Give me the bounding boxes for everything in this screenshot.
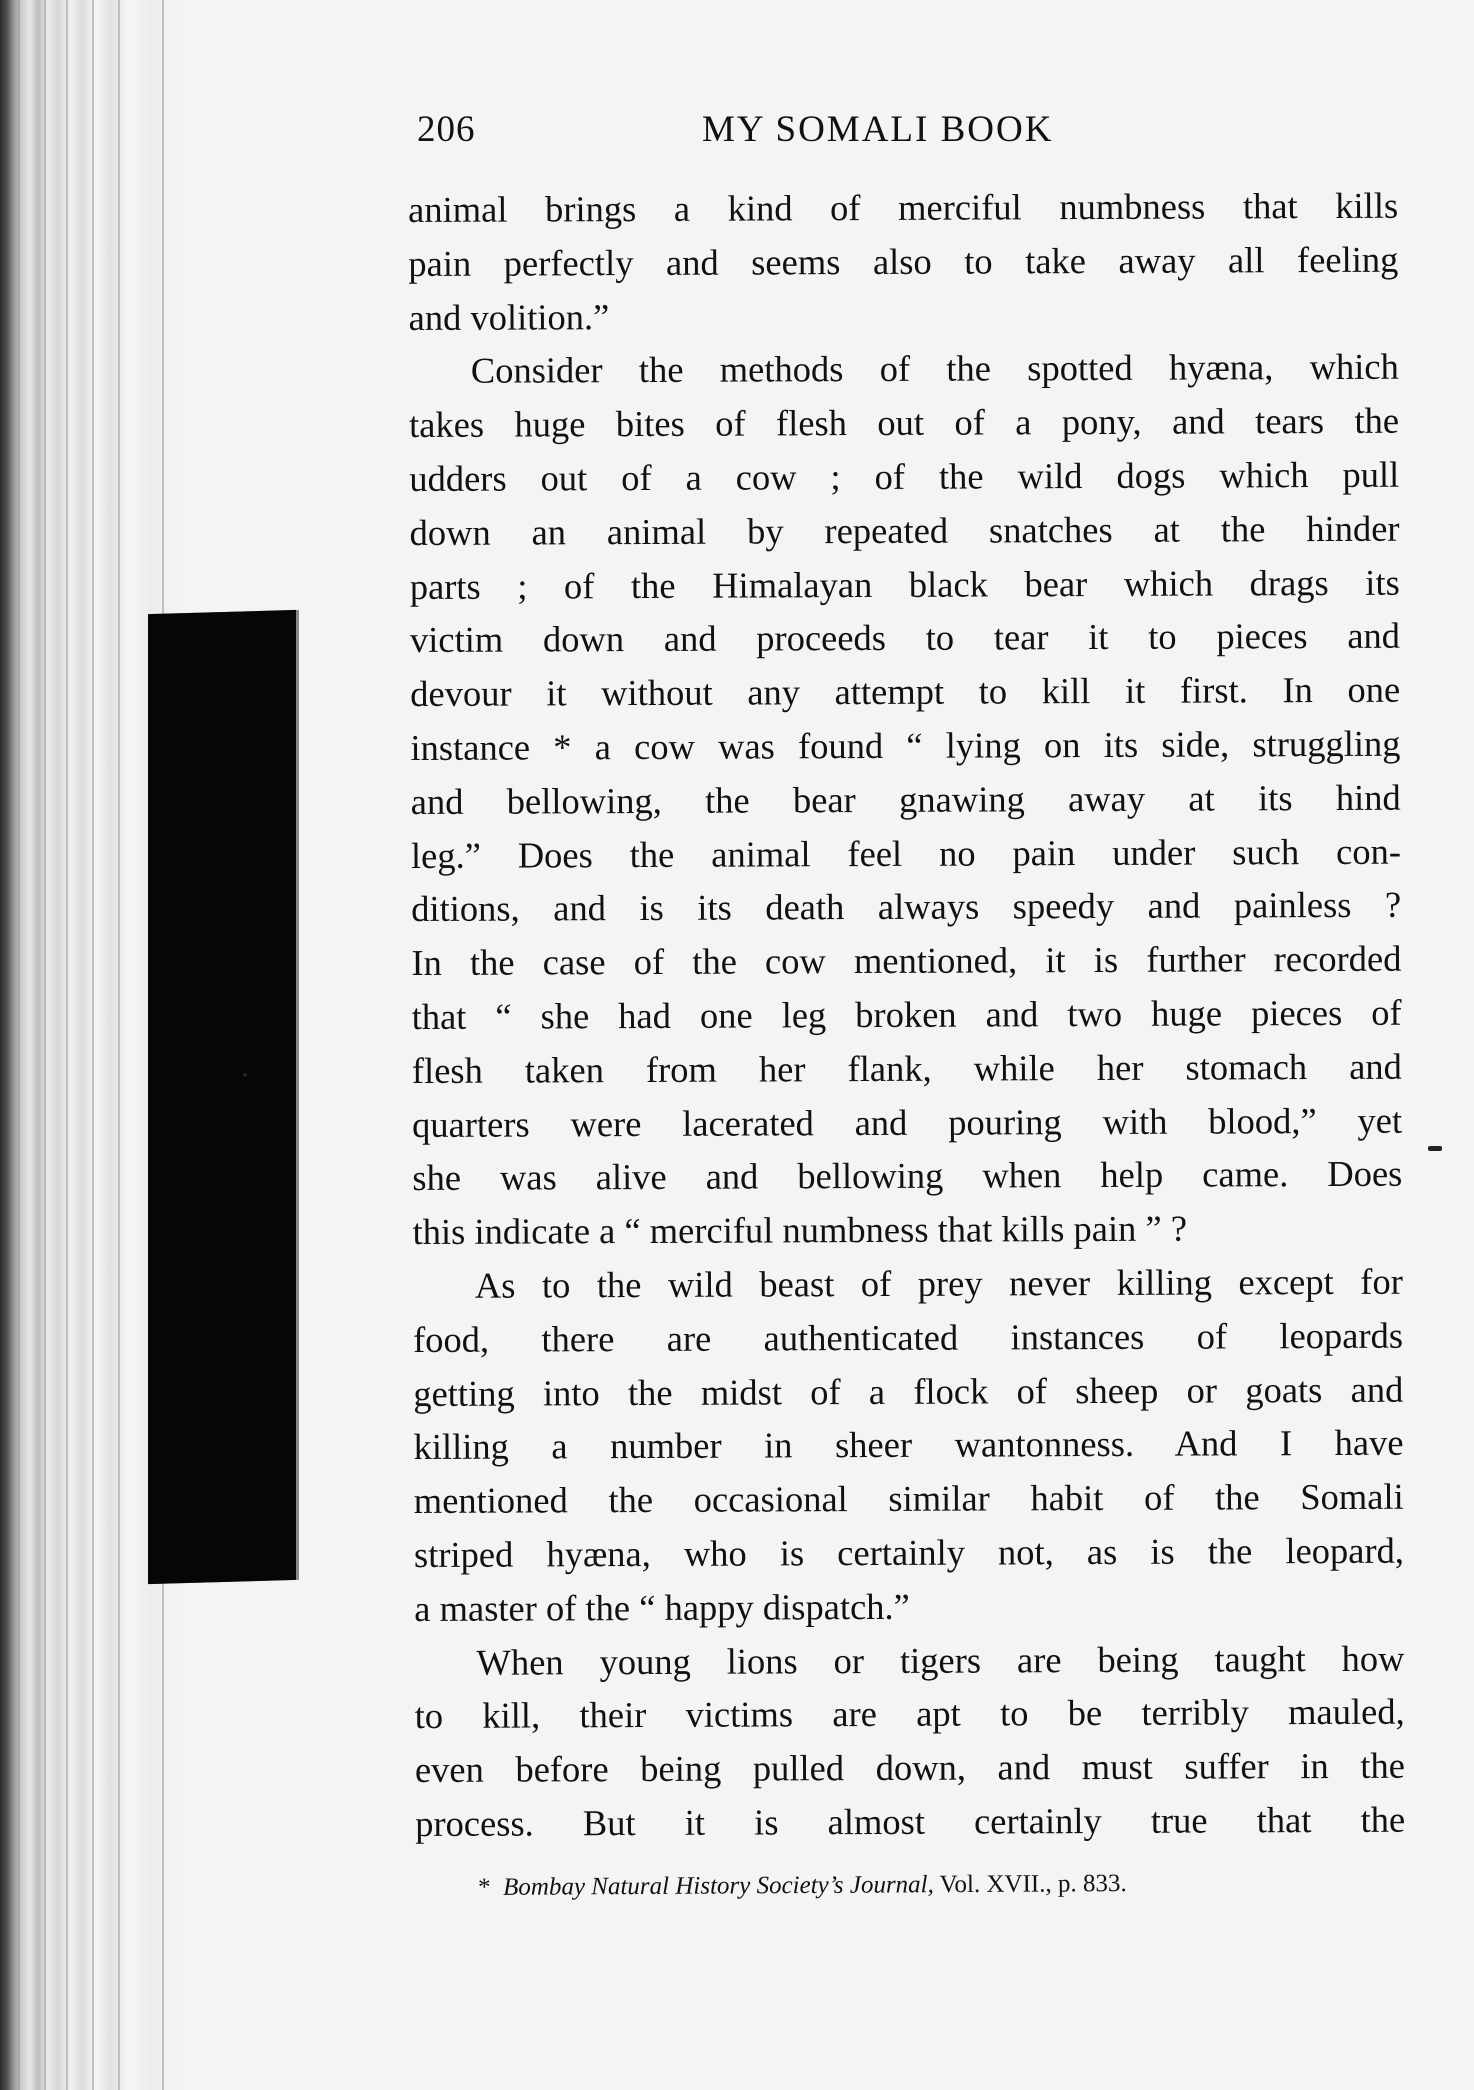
ink-speck: [243, 1073, 247, 1077]
text-line: animal brings a kind of merciful numbness that kills: [408, 184, 1399, 230]
text-line: As to the wild beast of prey never killing except for: [474, 1260, 1403, 1306]
text-line: a master of the “ happy dispatch.”: [414, 1585, 910, 1629]
text-line: ditions, and is its death always speedy and painless ?: [411, 884, 1402, 930]
text-line: leg.” Does the animal feel no pain under such con-: [410, 830, 1402, 876]
text-line: mentioned the occasional similar habit of the Somali: [413, 1475, 1404, 1522]
text-line: In the case of the cow mentioned, it is further recorded: [411, 937, 1402, 984]
ink-speck: [1428, 1146, 1442, 1151]
text-line: killing a number in sheer wantonness. And I have: [413, 1421, 1404, 1468]
text-line: food, there are authenticated instances of leopards: [412, 1314, 1404, 1360]
running-header: [412, 108, 1397, 158]
bookmark-strip: [148, 610, 296, 1584]
page-stack-line: [18, 0, 20, 2090]
text-line: pain perfectly and seems also to take away all feeling: [408, 238, 1399, 284]
page-stack-line: [118, 0, 120, 2090]
text-line: udders out of a cow ; of the wild dogs which pull: [409, 453, 1400, 499]
body-text: [408, 179, 1405, 1851]
footnote-marker: *: [478, 1873, 491, 1901]
footnote-source: Bombay Natural History Society’s Journal,: [502, 1871, 934, 1901]
text-line: Consider the methods of the spotted hyæna, which: [470, 346, 1399, 392]
text-line: parts ; of the Himalayan black bear which drags its: [409, 561, 1400, 607]
paragraph: [414, 1631, 1405, 1851]
page-stack-line: [66, 0, 68, 2090]
text-line: victim down and proceeds to tear it to pieces and: [409, 615, 1401, 661]
text-line: quarters were lacerated and pouring with blood,” yet: [412, 1099, 1403, 1145]
page-stack-line: [44, 0, 46, 2090]
text-line: process. But it is almost certainly true that the: [415, 1798, 1406, 1844]
paragraph: [409, 340, 1403, 1259]
paragraph: [413, 1255, 1405, 1636]
text-line: down an animal by repeated snatches at the hinder: [409, 507, 1400, 553]
page-stack-line: [92, 0, 94, 2090]
paragraph: [408, 179, 1399, 345]
page-number: 206: [417, 109, 476, 150]
footnote-reference: Vol. XVII., p. 833.: [939, 1870, 1127, 1899]
running-title: MY SOMALI BOOK: [702, 109, 1054, 150]
text-line: takes huge bites of flesh out of a pony, and tears the: [408, 399, 1400, 446]
text-line: she was alive and bellowing when help came. Does: [412, 1153, 1403, 1199]
text-line: and bellowing, the bear gnawing away at its hind: [410, 776, 1401, 822]
text-line: getting into the midst of a flock of sheep or goats and: [413, 1368, 1404, 1414]
text-line: When young lions or tigers are being taught how: [476, 1637, 1405, 1683]
text-line: this indicate a “ merciful numbness that kills pain ” ?: [412, 1207, 1188, 1253]
text-line: devour it without any attempt to kill it first. In one: [410, 668, 1401, 715]
text-line: striped hyæna, who is certainly not, as is the leopard,: [413, 1529, 1405, 1575]
footnote: [478, 1869, 1338, 1902]
text-line: to kill, their victims are apt to be terribly mauled,: [414, 1690, 1405, 1737]
text-line: and volition.”: [408, 295, 610, 338]
text-line: that “ she had one leg broken and two huge pieces of: [411, 991, 1402, 1037]
text-line: even before being pulled down, and must suffer in the: [414, 1744, 1406, 1791]
text-line: flesh taken from her flank, while her stomach and: [411, 1045, 1402, 1091]
text-line: instance * a cow was found “ lying on its side, struggling: [410, 722, 1401, 768]
